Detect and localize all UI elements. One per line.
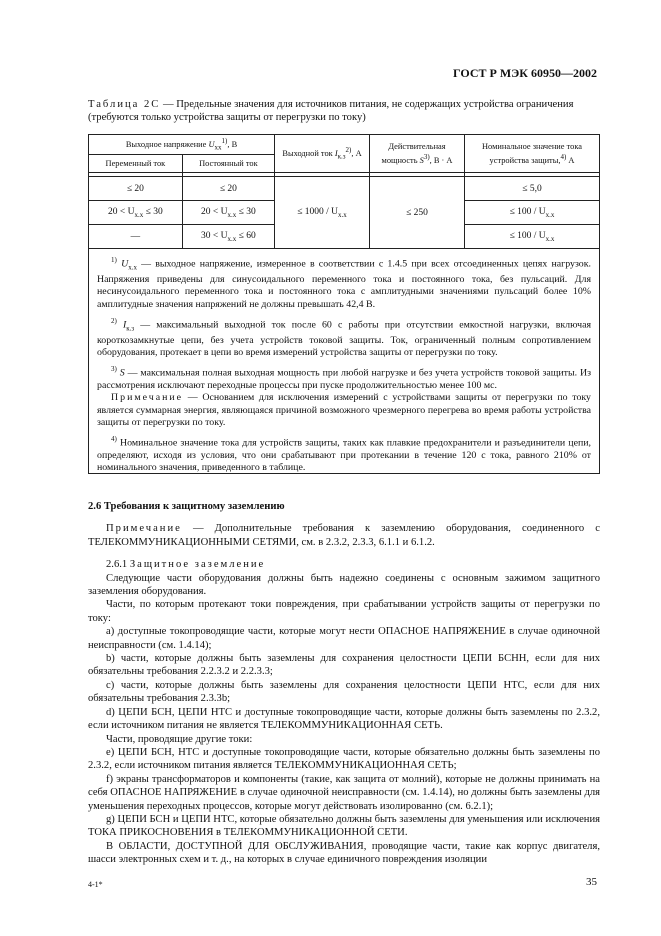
section-heading: 2.6 Требования к защитному заземлению bbox=[88, 501, 285, 512]
footnote-2: $^{2)}$ $I_{к.з}$ — максимальный выходной ток после 60 с работы при отсутствии емкостной нагрузки, включая короткозамкнутые цепи, без учета устройств токовой защиты. Ток, ограниченный полным сопротивлением оборудования, протекает в цепи во время измерений устройства защиты от перегрузки по току. bbox=[97, 316, 592, 359]
current-limit-value: ≤ $1000 / U_{х.х}$ bbox=[275, 177, 370, 249]
section-note: Примечание — Дополнительные требования к заземлению оборудования, соединенного с ТЕЛЕКОММУНИКАЦИОННЫМИ СЕТЯМИ, см. в 2.3.2, 2.3.3, 6.1.1 и 6.1.2. bbox=[88, 523, 600, 548]
item-e: e) ЦЕПИ БСН, НТС и доступные токопроводящие части, которые обязательно должны быть заземлены по 2.3.2, если источником питания является ТЕЛЕКОММУНИКАЦИОННАЯ СЕТЬ; bbox=[88, 746, 600, 772]
header-protection-rating: Номинальное значение тока устройства защиты,$^{4)}$ А bbox=[465, 135, 600, 173]
row3-dc: $30 < U_{х.х} \le 60$ bbox=[182, 225, 274, 249]
page-number: 35 bbox=[586, 876, 597, 888]
item-d: d) ЦЕПИ БСН, ЦЕПИ НТС и доступные токопроводящие части, которые должны быть заземлены по 2.3.2, если источником питания не является ТЕЛЕКОММУНИКАЦИОННАЯ СЕТЬ. bbox=[88, 706, 600, 732]
row2-rating: ≤ $100 / U_{х.х}$ bbox=[465, 201, 600, 225]
item-g: g) ЦЕПИ БСН и ЦЕПИ НТС, которые обязательно должны быть заземлены для уменьшения или исключения ТОКА ПРИКОСНОВЕНИЯ в ТЕЛЕКОММУНИКАЦИОННОЙ СЕТИ. bbox=[88, 813, 600, 839]
paragraph-1: Следующие части оборудования должны быть надежно соединены с основным зажимом защитного заземления оборудования. bbox=[88, 572, 600, 598]
main-text bbox=[88, 500, 600, 867]
footnote-3: $^{3)}$ S — максимальная полная выходная мощность при любой нагрузке и без учета устройств токовой защиты. Из рассмотрения исключают переходные процессы при пуске продолжительностью менее 100 мс. bbox=[97, 364, 591, 391]
row1-dc: ≤ 20 bbox=[182, 177, 274, 201]
standard-header: ГОСТ Р МЭК 60950—2002 bbox=[453, 66, 597, 80]
row1-rating: ≤ 5,0 bbox=[465, 177, 600, 201]
header-ac: Переменный ток bbox=[89, 155, 183, 173]
footnote-1: $^{1)}$ $U_{х.х}$ — выходное напряжение, измеренное в соответствии с 1.4.5 при всех отсоединенных цепях нагрузок. Напряжения приведены для синусоидального переменного тока и постоянного тока, без пульсаций. Для несинусоидального переменного тока и постоянного тока с амплитудными значениями пульсаций более 10% амплитудные значения напряжений не должны превышать 42,4 В. bbox=[97, 256, 592, 311]
table-caption-text: — Предельные значения для источников питания, не содержащих устройства ограничения (требуются только устройства защиты от перегрузки по току) bbox=[88, 99, 574, 123]
table-caption-label: Таблица 2С bbox=[88, 99, 161, 110]
row2-dc: $20 < U_{х.х} \le 30$ bbox=[182, 201, 274, 225]
paragraph-4: В ОБЛАСТИ, ДОСТУПНОЙ ДЛЯ ОБСЛУЖИВАНИЯ, проводящие части, такие как корпус двигателя, шасси электронных схем и т. д., на которых в случае единичного повреждения изоляции bbox=[88, 840, 600, 866]
power-limit-value: ≤ 250 bbox=[370, 177, 465, 249]
row3-rating: ≤ $100 / U_{х.х}$ bbox=[465, 225, 600, 249]
paragraph-3: Части, проводящие другие токи: bbox=[106, 733, 253, 745]
row1-ac: ≤ 20 bbox=[89, 177, 183, 201]
item-b: b) части, которые должны быть заземлены для сохранения целостности ЦЕПИ БСНН, если для них обязательны требования 2.2.3.2 и 2.2.3.3; bbox=[88, 653, 600, 678]
header-real-power: Действительная мощность $S^{3)}$, В · А bbox=[370, 135, 465, 173]
footnote-4: $^{4)}$ Номинальное значение тока для устройств защиты, таких как плавкие предохранители и разъединители цепи, определяют, исходя из условия, что они срабатывают при протекании в течение 120 с тока, равного 210% от номинального значения, приведенного в таблице. bbox=[97, 434, 591, 474]
header-output-voltage: Выходное напряжение $U_{xx}^{1)}$, В bbox=[89, 135, 275, 155]
limits-table bbox=[88, 134, 600, 249]
item-a: a) доступные токопроводящие части, которые могут нести ОПАСНОЕ НАПРЯЖЕНИЕ в случае одиночной неисправности (см. 1.4.14); bbox=[88, 626, 600, 651]
header-dc: Постоянный ток bbox=[182, 155, 274, 173]
item-c: c) части, которые должны быть заземлены для сохранения целостности ЦЕПИ НТС, если для них обязательны требования 2.3.3b; bbox=[88, 679, 600, 705]
table-caption bbox=[88, 98, 598, 124]
item-f: f) экраны трансформаторов и компоненты (такие, как защита от молний), которые не должны принимать на себя ОПАСНОЕ НАПРЯЖЕНИЕ в случае одиночной неисправности (см. 1.4.14), но должны быть заземлены для уменьшения переходных процессов, которые могут действовать изолированно (см. 6.2.1); bbox=[88, 773, 600, 812]
row3-ac: — bbox=[89, 225, 183, 249]
subsection-heading: 2.6.1 Защитное заземление bbox=[106, 559, 266, 571]
table-footnotes bbox=[88, 248, 600, 474]
paragraph-2: Части, по которым протекают токи повреждения, при срабатывании устройств защиты от перегрузки по току: bbox=[88, 599, 600, 624]
footnote-3-note: Примечание — Основанием для исключения измерений с устройствами защиты от перегрузки по току является суммарная энергия, являющаяся причиной возможного чрезмерного перегрева во время работы устройства защиты от перегрузки по току. bbox=[97, 392, 591, 429]
header-output-current: Выходной ток $I_{к.з}^{2)}$, А bbox=[275, 135, 370, 173]
footer-code: 4-1* bbox=[88, 880, 103, 889]
row2-ac: $20 < U_{х.х} \le 30$ bbox=[89, 201, 183, 225]
